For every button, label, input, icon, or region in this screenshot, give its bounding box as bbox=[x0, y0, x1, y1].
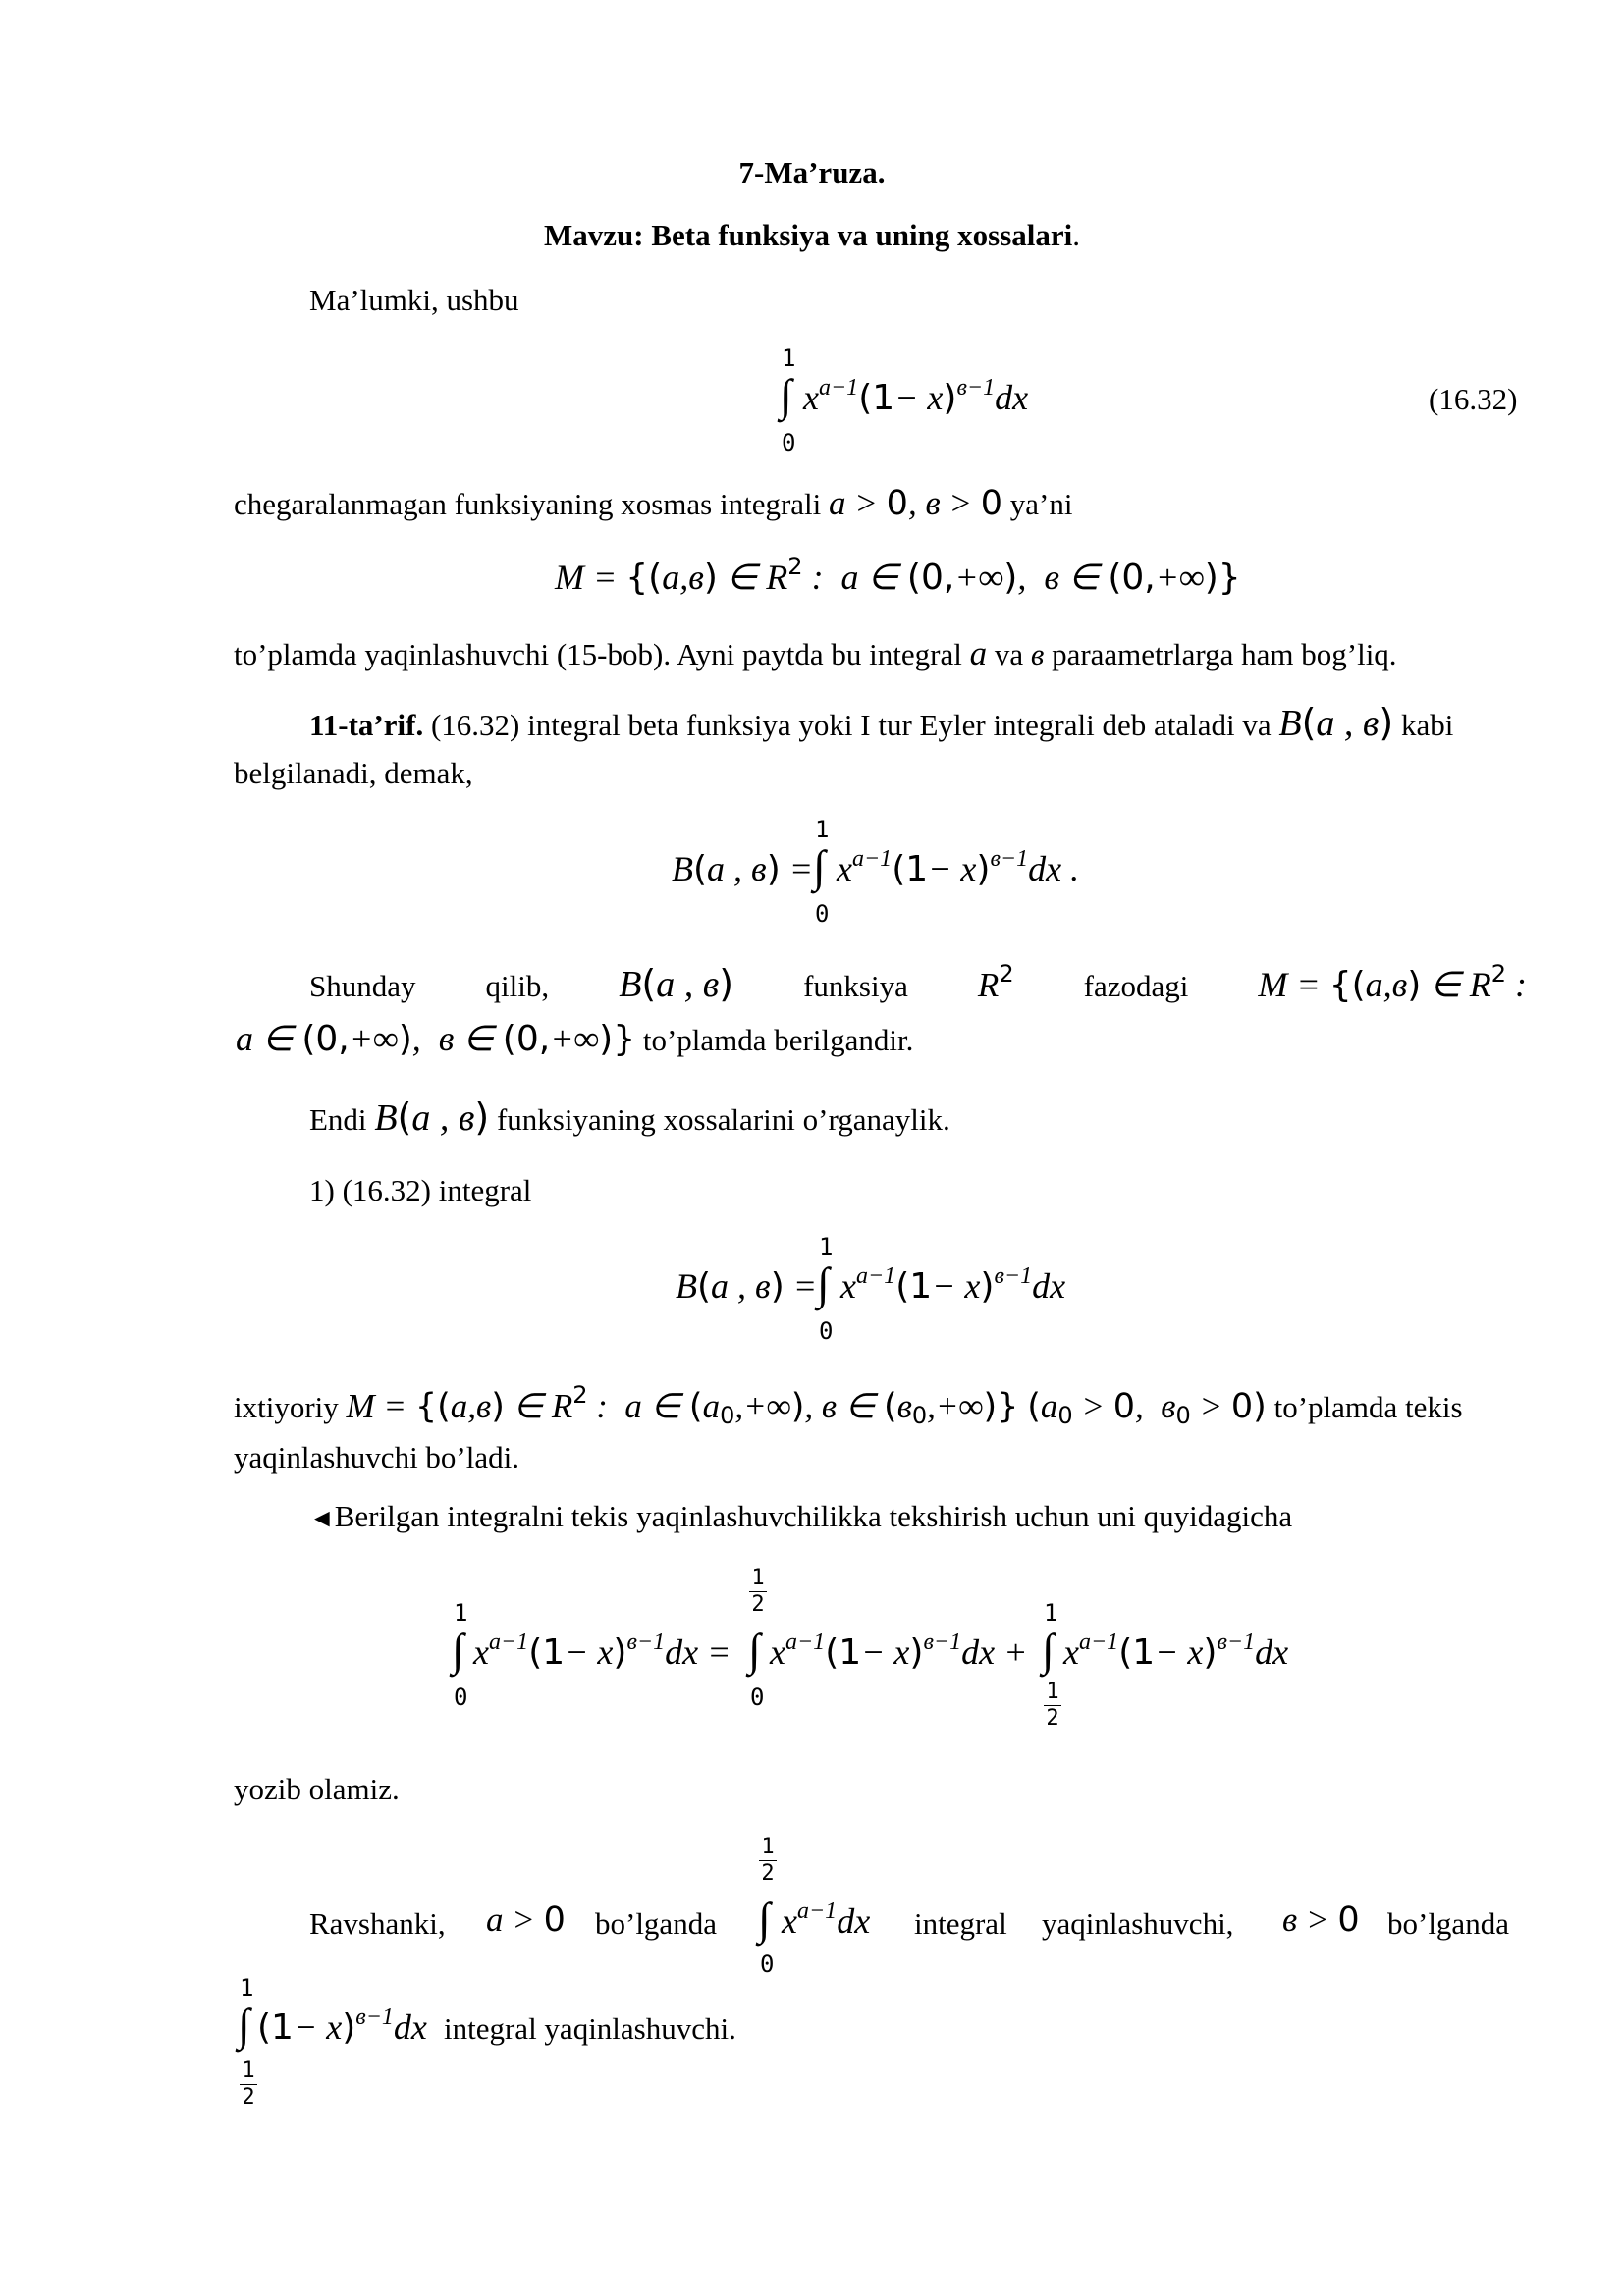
word-bolganda-2: bo’lganda bbox=[1387, 1906, 1509, 1941]
word-integral-converges: integral yaqinlashuvchi. bbox=[444, 2011, 736, 2046]
property-1-label: 1) (16.32) integral bbox=[309, 1173, 532, 1207]
integral-2-lower: 0 bbox=[750, 1683, 765, 1711]
integral-upper-limit: 1 bbox=[815, 816, 830, 843]
set-M: M = {(a,в) ∈ $R^2$ : a ∈ (0,+∞), в ∈ (0,+∞)} bbox=[555, 553, 1241, 598]
integral-sign: ∫ bbox=[780, 370, 792, 420]
integral-upper-limit: 1 bbox=[240, 1974, 254, 2002]
paragraph-intro: Ma’lumki, ushbu bbox=[309, 283, 519, 317]
integral-lower-limit: 0 bbox=[815, 900, 830, 928]
beta-lhs: B(a , в) = bbox=[672, 849, 814, 889]
paragraph-arbitrary-set: ixtiyoriy M = {(a,в) ∈ $R^2$ : a ∈ $(a_0,+\infty)$, в ∈ $(в_0,+\infty)$} ($a_0 > 0$, $в_0 > 0$) to’plamda tekis bbox=[234, 1381, 1463, 1429]
integral-3-upper: 1 bbox=[1044, 1599, 1058, 1627]
integrand: $x^{a-1}(1- x)^{в-1}dx$ bbox=[840, 1263, 1066, 1307]
integral-2-term: $x^{a-1}(1- x)^{в-1}dx$ + bbox=[770, 1629, 1028, 1673]
integral-sign: ∫ bbox=[238, 2000, 250, 2050]
paragraph-write: yozib olamiz. bbox=[234, 1772, 400, 1806]
integrand: $(1- x)^{в-1}dx$ bbox=[257, 2004, 427, 2048]
paragraph-domain-line2: a ∈ (0,+∞), в ∈ (0,+∞)} to’plamda berilgandir. bbox=[236, 1019, 914, 1059]
integral-lower-fraction: 1 2 bbox=[240, 2059, 257, 2109]
integral-sign: ∫ bbox=[813, 841, 826, 891]
word-yaqinlashuvchi: yaqinlashuvchi, bbox=[1042, 1906, 1234, 1941]
definition-label: 11-ta’rif. bbox=[309, 708, 424, 742]
integral-3-term: $x^{a-1}(1- x)^{в-1}dx$ bbox=[1063, 1629, 1289, 1673]
topic-title: Mavzu: Beta funksiya va uning xossalari bbox=[543, 218, 1073, 252]
word-bolganda-1: bo’lganda bbox=[595, 1906, 717, 1941]
integral-upper-limit: 1 bbox=[782, 345, 796, 372]
word-integral: integral bbox=[914, 1906, 1007, 1941]
paragraph-arbitrary-set-line2: yaqinlashuvchi bo’ladi. bbox=[234, 1440, 519, 1474]
integral-3-sign: ∫ bbox=[1042, 1625, 1055, 1675]
integrand: $x^{a-1}(1- x)^{в-1}dx$ . bbox=[837, 846, 1080, 889]
paragraph-domain-line1: Shunday qilib, B(a , в) funksiya $R^2$ fazodagi M = {(a,в) ∈ $R^2$ : bbox=[309, 960, 1527, 1005]
integral-lower-limit: 0 bbox=[782, 429, 796, 456]
integral-upper-fraction: 1 2 bbox=[759, 1836, 777, 1886]
integral-1-term: $x^{a-1}(1- x)^{в-1}dx$ = bbox=[473, 1629, 731, 1673]
integral-3-lower-fraction: 1 2 bbox=[1044, 1681, 1061, 1731]
integral-sign: ∫ bbox=[758, 1894, 771, 1944]
paragraph-properties-intro: Endi B(a , в) funksiyaning xossalarini o’rganaylik. bbox=[309, 1095, 950, 1139]
integral-1-upper: 1 bbox=[454, 1599, 468, 1627]
beta-notation: B(a , в) bbox=[1278, 701, 1394, 744]
integrand: $x^{a-1}(1- x)^{в-1}dx$ bbox=[803, 375, 1029, 418]
integral-2-sign: ∫ bbox=[748, 1625, 761, 1675]
paragraph-conditions: chegaralanmagan funksiyaning xosmas integrali a > 0, в > 0 ya’ni bbox=[234, 484, 1073, 523]
lecture-number: 7-Ma’ruza. bbox=[738, 155, 886, 189]
paragraph-proof-start: ◄Berilgan integralni tekis yaqinlashuvchilikka tekshirish uchun uni quyidagicha bbox=[309, 1499, 1293, 1533]
topic-period: . bbox=[1072, 218, 1080, 252]
word-ravshanki: Ravshanki, bbox=[309, 1906, 446, 1941]
integrand: $x^{a-1}dx$ bbox=[782, 1898, 871, 1941]
lecture-topic bbox=[0, 218, 1624, 253]
beta-lhs: B(a , в) = bbox=[676, 1266, 818, 1307]
integral-1-sign: ∫ bbox=[452, 1625, 464, 1675]
equation-number: (16.32) bbox=[1429, 382, 1518, 416]
integral-lower-limit: 0 bbox=[819, 1317, 834, 1345]
integral-2-upper-fraction: 1 2 bbox=[749, 1567, 767, 1617]
condition-ab-positive: a > 0, в > 0 bbox=[829, 484, 1003, 523]
condition-a-positive: a > 0 bbox=[486, 1900, 566, 1940]
integral-upper-limit: 1 bbox=[819, 1233, 834, 1260]
paragraph-convergence: to’plamda yaqinlashuvchi (15-bob). Ayni paytda bu integral a va в paraametrlarga ham bog’liq. bbox=[234, 634, 1397, 672]
definition-11: 11-ta’rif. (16.32) integral beta funksiya yoki I tur Eyler integrali deb ataladi va B(a , в) kabi bbox=[309, 701, 1454, 744]
integral-sign: ∫ bbox=[817, 1258, 830, 1308]
integral-1-lower: 0 bbox=[454, 1683, 468, 1711]
proof-marker: ◄ bbox=[309, 1504, 335, 1532]
integral-lower-limit: 0 bbox=[760, 1950, 775, 1978]
definition-line2: belgilanadi, demak, bbox=[234, 756, 473, 790]
condition-b-positive: в > 0 bbox=[1282, 1900, 1360, 1940]
